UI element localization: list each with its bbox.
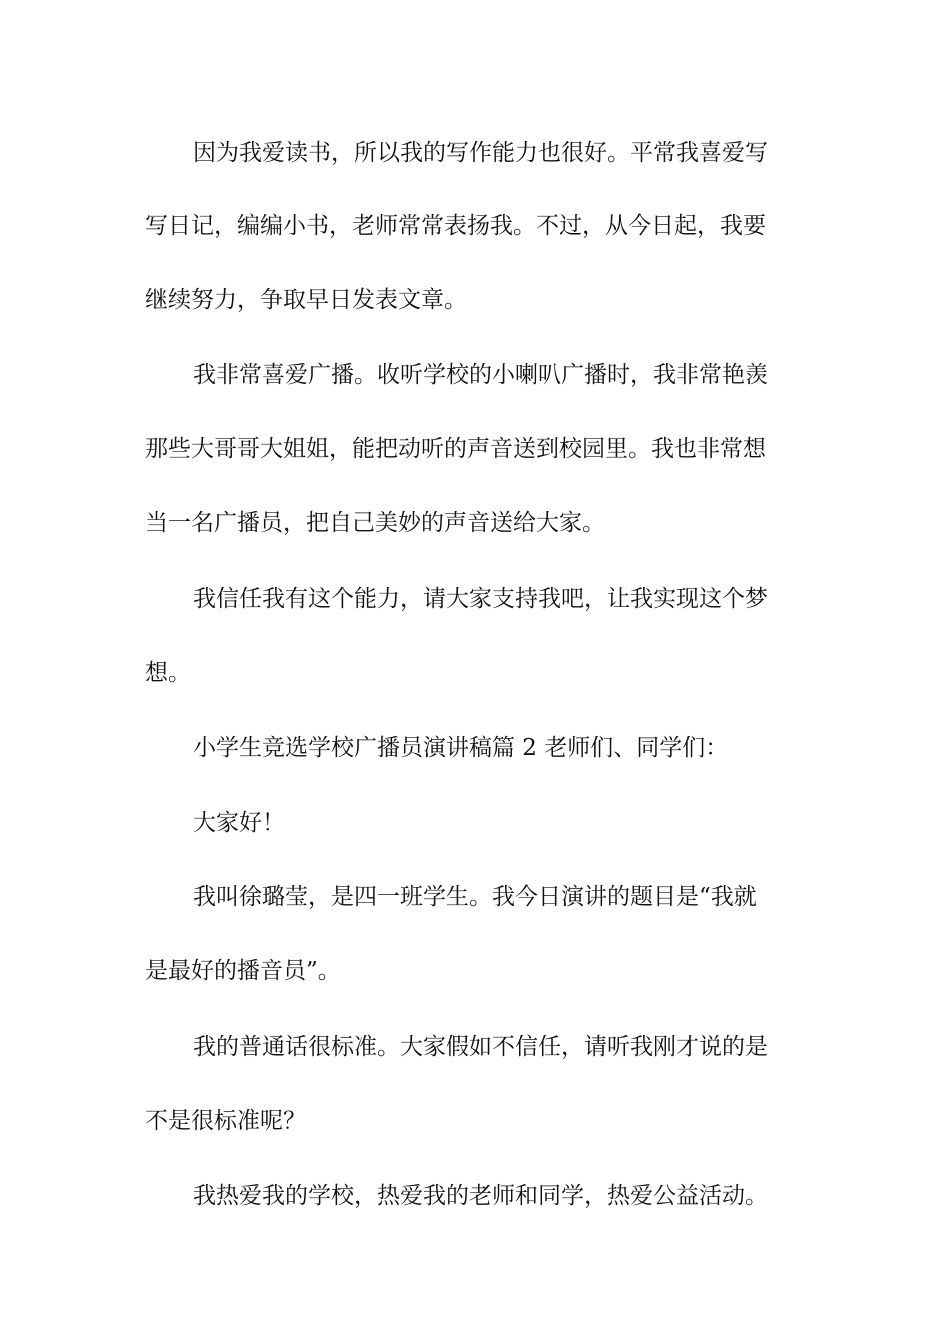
paragraph-line: 是最好的播音员”。 [145,958,341,984]
paragraph-line: 那些大哥哥大姐姐，能把动听的声音送到校园里。我也非常想 [145,436,766,462]
paragraph-line: 我信任我有这个能力，请大家支持我吧，让我实现这个梦 [193,586,768,612]
paragraph-line: 当一名广播员，把自己美妙的声音送给大家。 [145,510,605,536]
section-heading-line: 小学生竞选学校广播员演讲稿篇 2 老师们、同学们： [193,735,729,761]
paragraph-line: 继续努力，争取早日发表文章。 [145,287,467,313]
paragraph-line: 想。 [145,660,191,686]
paragraph-line: 我非常喜爱广播。收听学校的小喇叭广播时，我非常艳羡 [193,362,768,388]
paragraph-line: 我的普通话很标准。大家假如不信任，请听我刚才说的是 [193,1034,768,1060]
paragraph-line: 因为我爱读书，所以我的写作能力也很好。平常我喜爱写 [193,140,768,166]
paragraph-line: 不是很标准呢？ [145,1108,306,1134]
paragraph-line: 大家好！ [193,810,285,836]
paragraph-line: 写日记，编编小书，老师常常表扬我。不过，从今日起，我要 [145,213,766,239]
paragraph-line: 我热爱我的学校，热爱我的老师和同学，热爱公益活动。 [193,1183,768,1209]
paragraph-line: 我叫徐璐莹，是四一班学生。我今日演讲的题目是“我就 [193,884,757,910]
